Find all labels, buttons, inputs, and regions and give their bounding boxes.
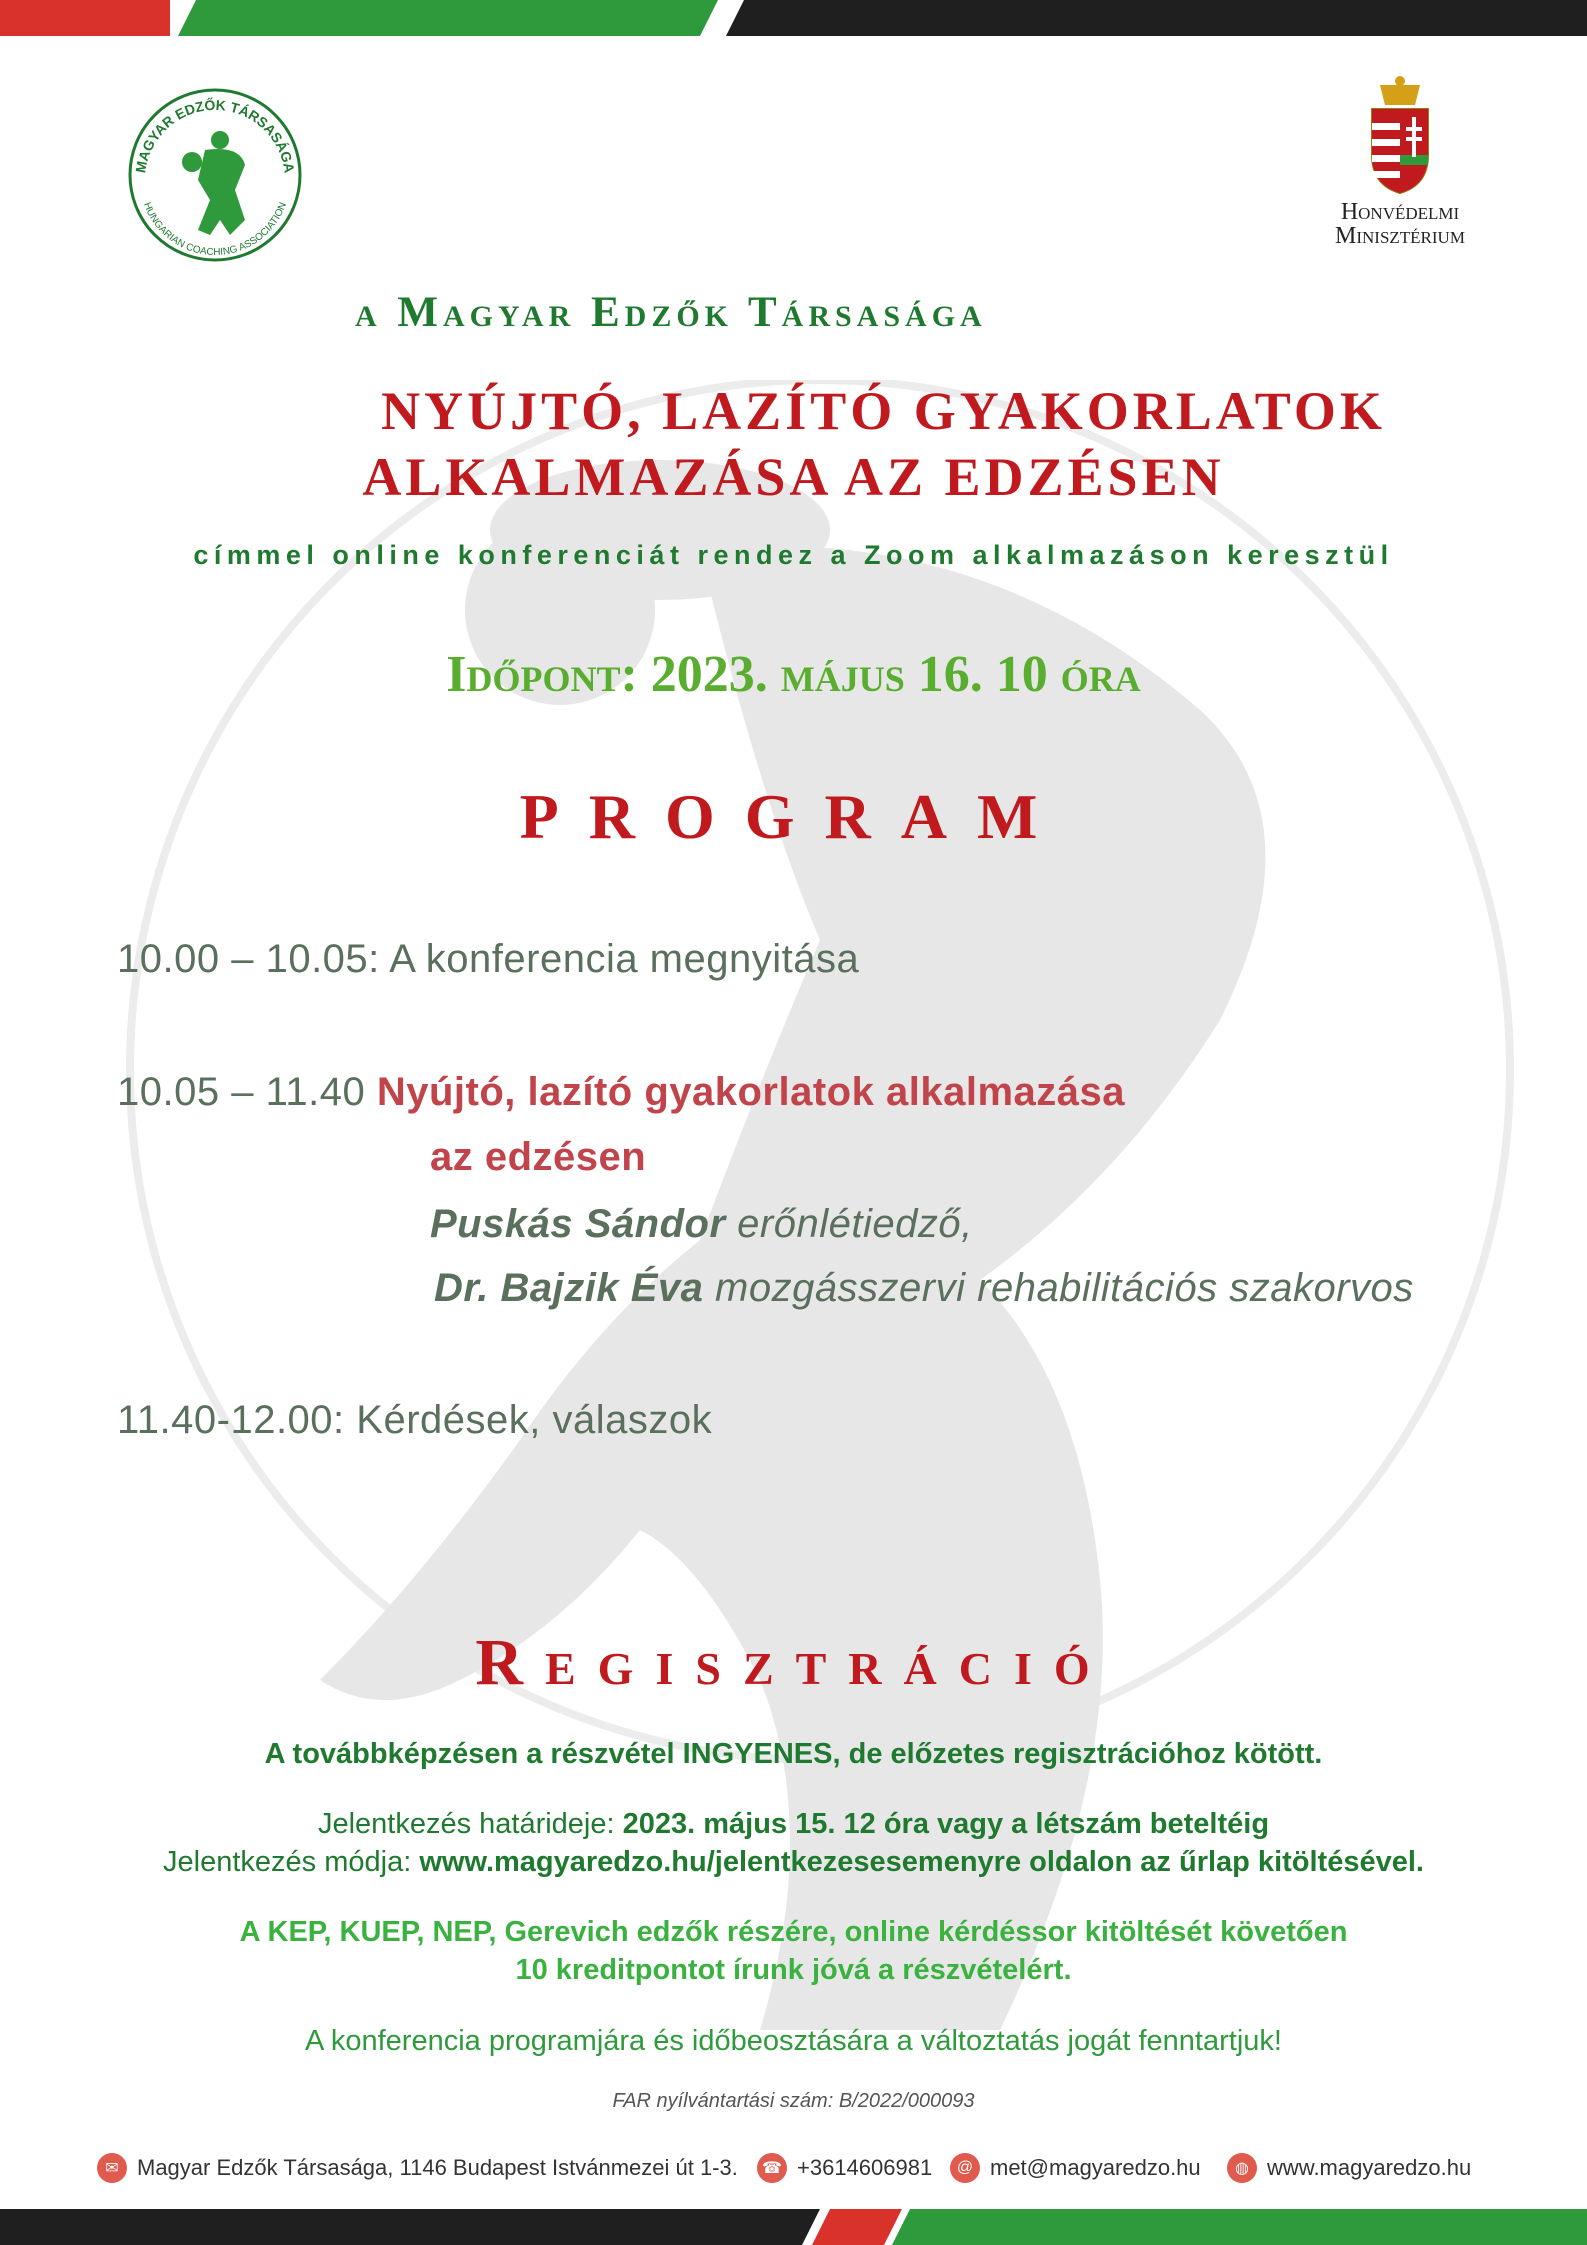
speaker-1-role: erőnlétiedző, — [737, 1202, 973, 1246]
footer-address: ✉ Magyar Edzők Társasága, 1146 Budapest Istvánmezei út 1-3. — [97, 2153, 738, 2183]
program-item-qa: 11.40-12.00: Kérdések, válaszok — [117, 1398, 713, 1442]
footer-phone[interactable]: ☎ +3614606981 — [757, 2153, 932, 2183]
credit-line-1: A KEP, KUEP, NEP, Gerevich edzők részére, online kérdéssor kitöltését követően — [239, 1916, 1348, 1948]
bottom-stripe-red — [812, 2209, 902, 2245]
program-item-title: Nyújtó, lazító gyakorlatok alkalmazása — [376, 1070, 1125, 1114]
registration-link[interactable]: www.magyaredzo.hu/jelentkezesesemenyre oldalon az űrlap kitöltésével. — [419, 1846, 1424, 1878]
bottom-stripe-black — [0, 2209, 820, 2245]
globe-icon: ◍ — [1227, 2153, 1257, 2183]
speaker-2-name: Dr. Bajzik Éva — [434, 1266, 704, 1310]
bottom-stripe-green — [892, 2209, 1587, 2245]
footer-website[interactable]: ◍ www.magyaredzo.hu — [1227, 2153, 1471, 2183]
ministry-line2: Minisztérium — [1335, 223, 1465, 249]
speaker-2-role: mozgásszervi rehabilitációs szakorvos — [715, 1266, 1414, 1310]
program-item-main — [117, 1070, 1125, 1115]
phone-icon: ☎ — [757, 2153, 787, 2183]
footer-email[interactable]: @ met@magyaredzo.hu — [950, 2153, 1201, 2183]
event-title — [0, 378, 1587, 510]
credit-line-2: 10 kreditpontot írunk jóvá a részvételért. — [515, 1954, 1072, 1986]
ministry-line1: Honvédelmi — [1340, 199, 1460, 225]
registration-heading: Regisztráció — [475, 1626, 1112, 1699]
registration-method: Jelentkezés módja: www.magyaredzo.hu/jelentkezesesemenyre oldalon az űrlap kitöltésével. — [163, 1846, 1424, 1878]
top-stripe-green — [178, 0, 718, 36]
registration-free-line: A továbbképzésen a részvétel INGYENES, de előzetes regisztrációhoz kötött. — [264, 1738, 1323, 1770]
event-date: Időpont: 2023. május 16. 10 óra — [446, 646, 1141, 703]
top-stripe-red — [0, 0, 170, 36]
program-item-time: 10.05 – 11.40 — [117, 1070, 366, 1114]
svg-text:HUNGARIAN COACHING ASSOCIATION: HUNGARIAN COACHING ASSOCIATION — [141, 200, 289, 259]
change-notice: A konferencia programjára és időbeosztására a változtatás jogát fenntartjuk! — [305, 2025, 1282, 2057]
svg-text:MAGYAR EDZŐK TÁRSASÁGA: MAGYAR EDZŐK TÁRSASÁGA — [132, 96, 298, 175]
speaker-2 — [434, 1266, 1414, 1311]
speaker-1-name: Puskás Sándor — [430, 1202, 726, 1246]
speaker-1 — [430, 1202, 973, 1247]
program-item-title-cont: az edzésen — [430, 1135, 647, 1179]
org-title: a Magyar Edzők Társasága — [355, 289, 987, 336]
met-logo — [110, 70, 320, 280]
ministry-logo — [1300, 75, 1500, 265]
event-title-line1: NYÚJTÓ, LAZÍTÓ GYAKORLATOK — [381, 381, 1386, 441]
top-stripe-black — [726, 0, 1587, 36]
subtitle: címmel online konferenciát rendez a Zoom alkalmazáson keresztül — [193, 540, 1394, 570]
registration-deadline: Jelentkezés határideje: 2023. május 15. 12 óra vagy a létszám beteltéig — [317, 1808, 1270, 1840]
program-item-opening: 10.00 – 10.05: A konferencia megnyitása — [117, 937, 860, 981]
at-icon: @ — [950, 2153, 980, 2183]
envelope-icon: ✉ — [97, 2153, 127, 2183]
event-title-line2: ALKALMAZÁSA AZ EDZÉSEN — [362, 447, 1225, 507]
far-number: FAR nyílvántartási szám: B/2022/000093 — [612, 2090, 975, 2112]
coat-of-arms-icon — [1360, 75, 1440, 195]
program-heading: PROGRAM — [519, 781, 1068, 852]
